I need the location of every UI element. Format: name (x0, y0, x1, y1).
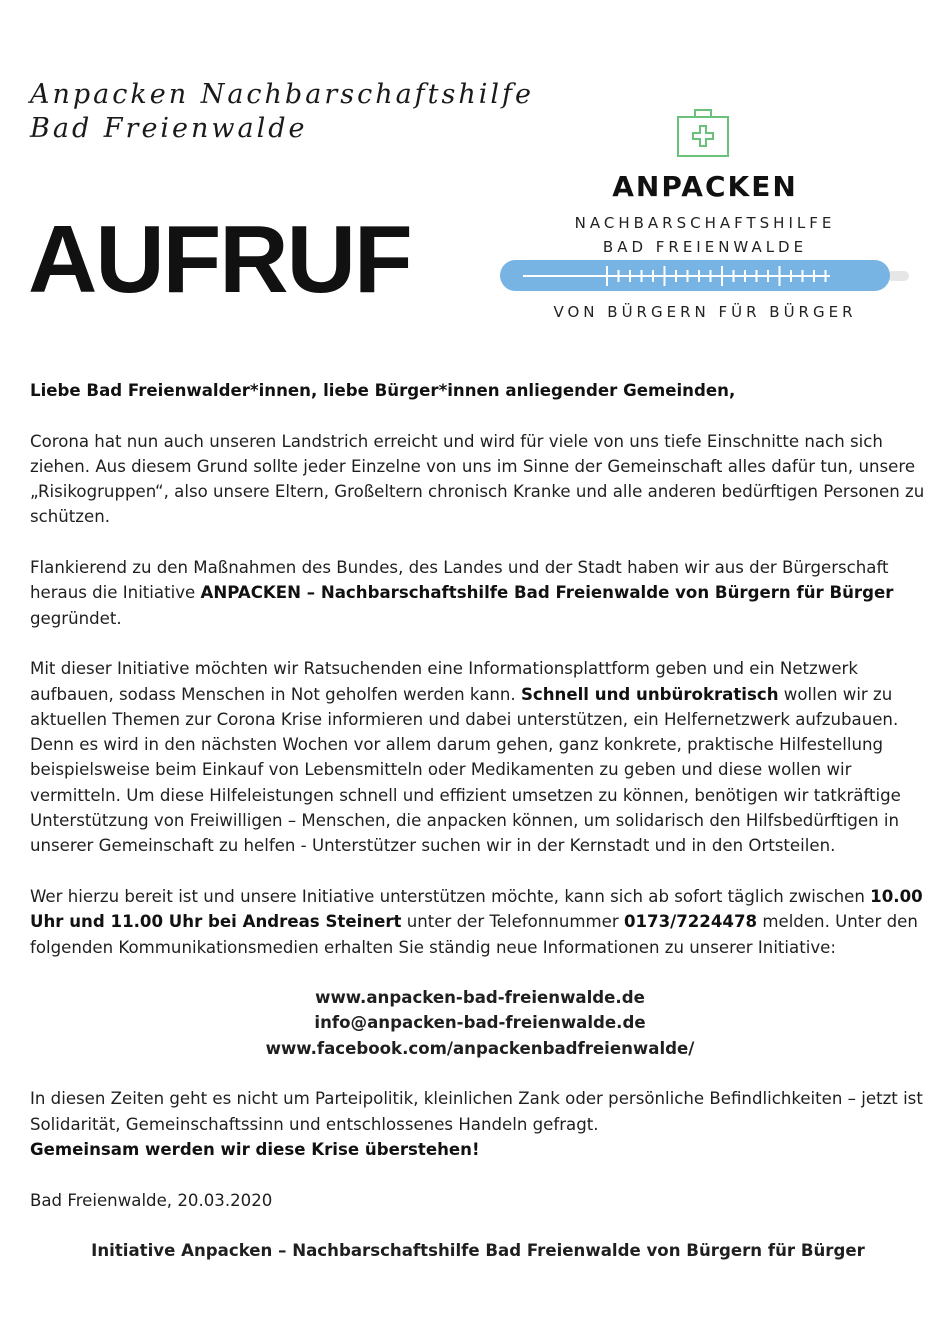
date-line: Bad Freienwalde, 20.03.2020 (30, 1190, 273, 1210)
paragraph-5: In diesen Zeiten geht es nicht um Parteipolitik, kleinlichen Zank oder persönliche Befindlichkeiten – jetzt ist Solidarität, Gemeinschaftssinn und entschlossenes Handeln gefragt. Gemeinsam werden wir diese Krise überstehen! (30, 1089, 923, 1159)
website-link[interactable]: www.anpacken-bad-freienwalde.de (315, 988, 645, 1008)
facebook-link[interactable]: www.facebook.com/anpackenbadfreienwalde/ (265, 1038, 695, 1058)
logo-subtitle-1: NACHBARSCHAFTSHILFE (574, 214, 836, 232)
signature: Initiative Anpacken – Nachbarschaftshilfe Bad Freienwalde von Bürgern für Bürger (91, 1241, 865, 1261)
paragraph-4: Wer hierzu bereit ist und unsere Initiative unterstützen möchte, kann sich ab sofort täglich zwischen 10.00 Uhr und 11.00 Uhr bei Andreas Steinert unter der Telefonnummer 0173/7224478 melden. Unter den folgenden Kommunikationsmedien erhalten Sie ständig neue Informationen zu unserer Initiative: (30, 886, 923, 957)
paragraph-3: Mit dieser Initiative möchten wir Ratsuchenden eine Informationsplattform geben und ein Netzwerk aufbauen, sodass Menschen in Not geholfen werden kann. Schnell und unbürokratisch wollen wir zu aktuellen Themen zur Corona Krise informieren und dabei unterstützen, ein Helfernetzwerk aufzubauen. Denn es wird in den nächsten Wochen vor allem darum gehen, ganz konkrete, praktische Hilfestellung beispielsweise beim Einkauf von Lebensmitteln oder Medikamenten zu geben und diese wollen wir vermitteln. Um diese Hilfeleistungen schnell und effizient umsetzen zu können, benötigen wir tatkräftige Unterstützung von Freiwilligen – Menschen, die anpacken können, um solidarisch den Hilfsbedürftigen in unserer Gemeinschaft zu helfen - Unterstützer suchen wir in der Kernstadt und in den Ortsteilen. (30, 659, 901, 856)
paragraph-1: Corona hat nun auch unseren Landstrich erreicht und wird für viele von uns tiefe Einschnitte nach sich ziehen. Aus diesem Grund sollte jeder Einzelne von uns im Sinne der Gemeinschaft alles dafür tun, unsere „Risikogruppen“, also unsere Eltern, Großeltern chronisch Kranke und alle anderen bedürftigen Personen zu schützen. (30, 431, 925, 527)
contact-links (30, 985, 930, 1061)
logo-brand: ANPACKEN (612, 170, 798, 203)
logo-subtitle-2: BAD FREIENWALDE (602, 238, 808, 256)
thermometer-icon (495, 258, 915, 294)
headline: AUFRUF (28, 206, 411, 313)
organization-title (30, 78, 534, 146)
letter-body (30, 378, 930, 1289)
phone-number: 0173/7224478 (623, 912, 758, 932)
greeting: Liebe Bad Freienwalder*innen, liebe Bürger*innen anliegender Gemeinden, (30, 381, 736, 400)
medical-cross-icon (676, 108, 730, 158)
logo-tagline: VON BÜRGERN FÜR BÜRGER (553, 303, 857, 321)
paragraph-2: Flankierend zu den Maßnahmen des Bundes, des Landes und der Stadt haben wir aus der Bürgerschaft heraus die Initiative ANPACKEN – Nachbarschaftshilfe Bad Freienwalde von Bürgern für Bürger gegründet. (30, 558, 894, 628)
org-title-line1: Anpacken Nachbarschaftshilfe (30, 79, 535, 110)
anpacken-logo (495, 108, 915, 328)
closing-statement: Gemeinsam werden wir diese Krise überstehen! (30, 1139, 480, 1159)
org-title-line2: Bad Freienwalde (30, 113, 308, 144)
email-link[interactable]: info@anpacken-bad-freienwalde.de (314, 1013, 646, 1033)
